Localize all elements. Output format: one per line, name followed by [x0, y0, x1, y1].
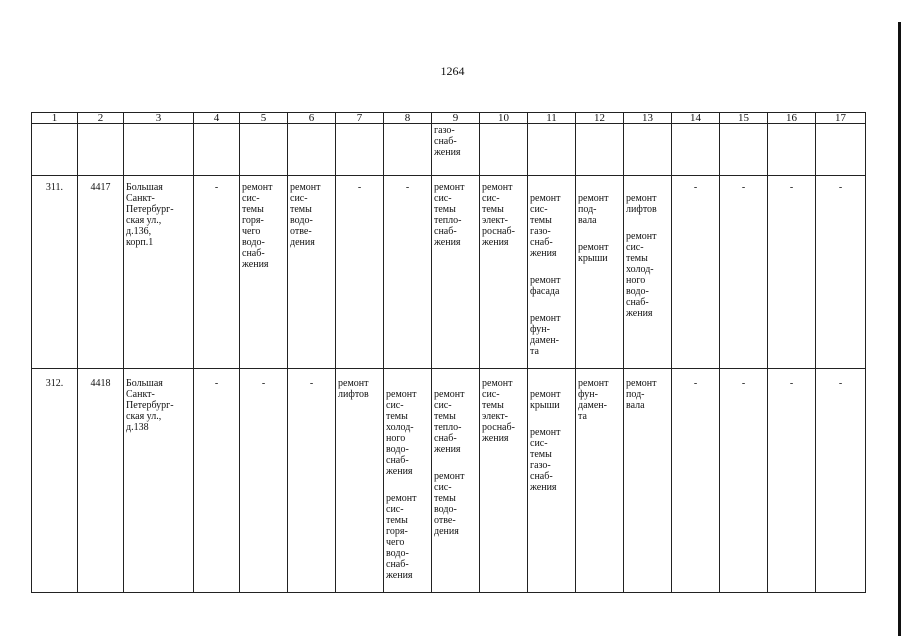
table-cell — [768, 124, 816, 176]
table-cell — [288, 124, 336, 176]
column-number: 14 — [672, 113, 720, 124]
table-cell: - — [816, 369, 866, 593]
work-item: ремонт сис- темы водо- отве- дения — [434, 471, 465, 537]
table-cell — [336, 369, 384, 593]
table-cell — [78, 124, 124, 176]
table-cell — [624, 369, 672, 593]
table-cell: - — [720, 176, 768, 369]
column-number: 7 — [336, 113, 384, 124]
work-item: ремонт сис- темы горя- чего водо- снаб- жения — [242, 182, 273, 270]
table-cell — [288, 176, 336, 369]
column-number: 17 — [816, 113, 866, 124]
work-item: ремонт сис- темы элект- роснаб- жения — [482, 378, 515, 444]
table-cell — [576, 176, 624, 369]
object-code: 4417 — [78, 176, 124, 369]
table-cell — [124, 124, 194, 176]
table-cell: - — [816, 176, 866, 369]
work-item: ремонт сис- темы элект- роснаб- жения — [482, 182, 515, 248]
table-cell: - — [672, 176, 720, 369]
work-item: ремонт крыши — [578, 242, 609, 264]
address-cell: Большая Санкт- Петербург- ская ул., д.136, корп.1 — [124, 176, 194, 369]
column-number: 16 — [768, 113, 816, 124]
work-item: ремонт сис- темы холод- ного водо- снаб- жения — [386, 389, 417, 477]
table-cell — [720, 124, 768, 176]
table-cell — [32, 124, 78, 176]
repair-schedule-table — [31, 112, 866, 593]
column-number: 10 — [480, 113, 528, 124]
table-cell — [432, 369, 480, 593]
table-cell — [480, 124, 528, 176]
work-item: ремонт лифтов — [626, 193, 657, 215]
work-item: ремонт сис- темы газо- снаб- жения — [530, 427, 561, 493]
table-cell — [576, 369, 624, 593]
work-item: ремонт лифтов — [338, 378, 369, 400]
table-cell — [240, 176, 288, 369]
work-item: ремонт фасада — [530, 275, 561, 297]
column-number: 1 — [32, 113, 78, 124]
work-item: ремонт фун- дамен- та — [530, 313, 561, 357]
table-cell — [528, 124, 576, 176]
table-cell: - — [240, 369, 288, 593]
work-item: ремонт сис- темы водо- отве- дения — [290, 182, 321, 248]
table-cell — [672, 124, 720, 176]
table-cell: - — [768, 176, 816, 369]
table-cell — [480, 176, 528, 369]
table-cell — [336, 124, 384, 176]
table-cell: - — [288, 369, 336, 593]
work-item: ремонт под- вала — [626, 378, 657, 411]
work-item: ремонт сис- темы тепло- снаб- жения — [434, 389, 465, 455]
work-item: ремонт фун- дамен- та — [578, 378, 609, 422]
table-cell: - — [768, 369, 816, 593]
column-number: 11 — [528, 113, 576, 124]
table-cell: - — [194, 176, 240, 369]
continuation-row — [32, 124, 866, 176]
column-number: 2 — [78, 113, 124, 124]
column-number: 9 — [432, 113, 480, 124]
column-number: 4 — [194, 113, 240, 124]
column-number: 15 — [720, 113, 768, 124]
column-number: 8 — [384, 113, 432, 124]
page-number: 1264 — [440, 64, 465, 78]
column-number: 6 — [288, 113, 336, 124]
table-cell: газо- снаб- жения — [432, 124, 480, 176]
object-code: 4418 — [78, 369, 124, 593]
column-number: 12 — [576, 113, 624, 124]
work-item: ремонт под- вала — [578, 193, 609, 226]
table-cell — [384, 124, 432, 176]
table-cell: - — [194, 369, 240, 593]
work-item: ремонт сис- темы холод- ного водо- снаб- жения — [626, 231, 657, 319]
work-item: ремонт крыши — [530, 389, 561, 411]
table-cell — [194, 124, 240, 176]
header-row — [32, 113, 866, 124]
table-cell — [384, 369, 432, 593]
row-number: 311. — [32, 176, 78, 369]
table-cell — [576, 124, 624, 176]
table-cell — [240, 124, 288, 176]
work-item: ремонт сис- темы горя- чего водо- снаб- жения — [386, 493, 417, 581]
table-cell — [816, 124, 866, 176]
column-number: 5 — [240, 113, 288, 124]
table-cell — [528, 369, 576, 593]
column-number: 13 — [624, 113, 672, 124]
work-item: ремонт сис- темы газо- снаб- жения — [530, 193, 561, 259]
table-cell: - — [672, 369, 720, 593]
page-edge-line — [898, 22, 901, 636]
work-item: ремонт сис- темы тепло- снаб- жения — [434, 182, 465, 248]
table-cell — [432, 176, 480, 369]
table-cell — [624, 176, 672, 369]
column-number: 3 — [124, 113, 194, 124]
table-cell — [480, 369, 528, 593]
table-cell: - — [336, 176, 384, 369]
table-cell — [528, 176, 576, 369]
table-cell: - — [384, 176, 432, 369]
address-cell: Большая Санкт- Петербург- ская ул., д.138 — [124, 369, 194, 593]
table-cell: - — [720, 369, 768, 593]
table-row-311 — [32, 176, 866, 369]
table-row-312 — [32, 369, 866, 593]
table-cell — [624, 124, 672, 176]
row-number: 312. — [32, 369, 78, 593]
